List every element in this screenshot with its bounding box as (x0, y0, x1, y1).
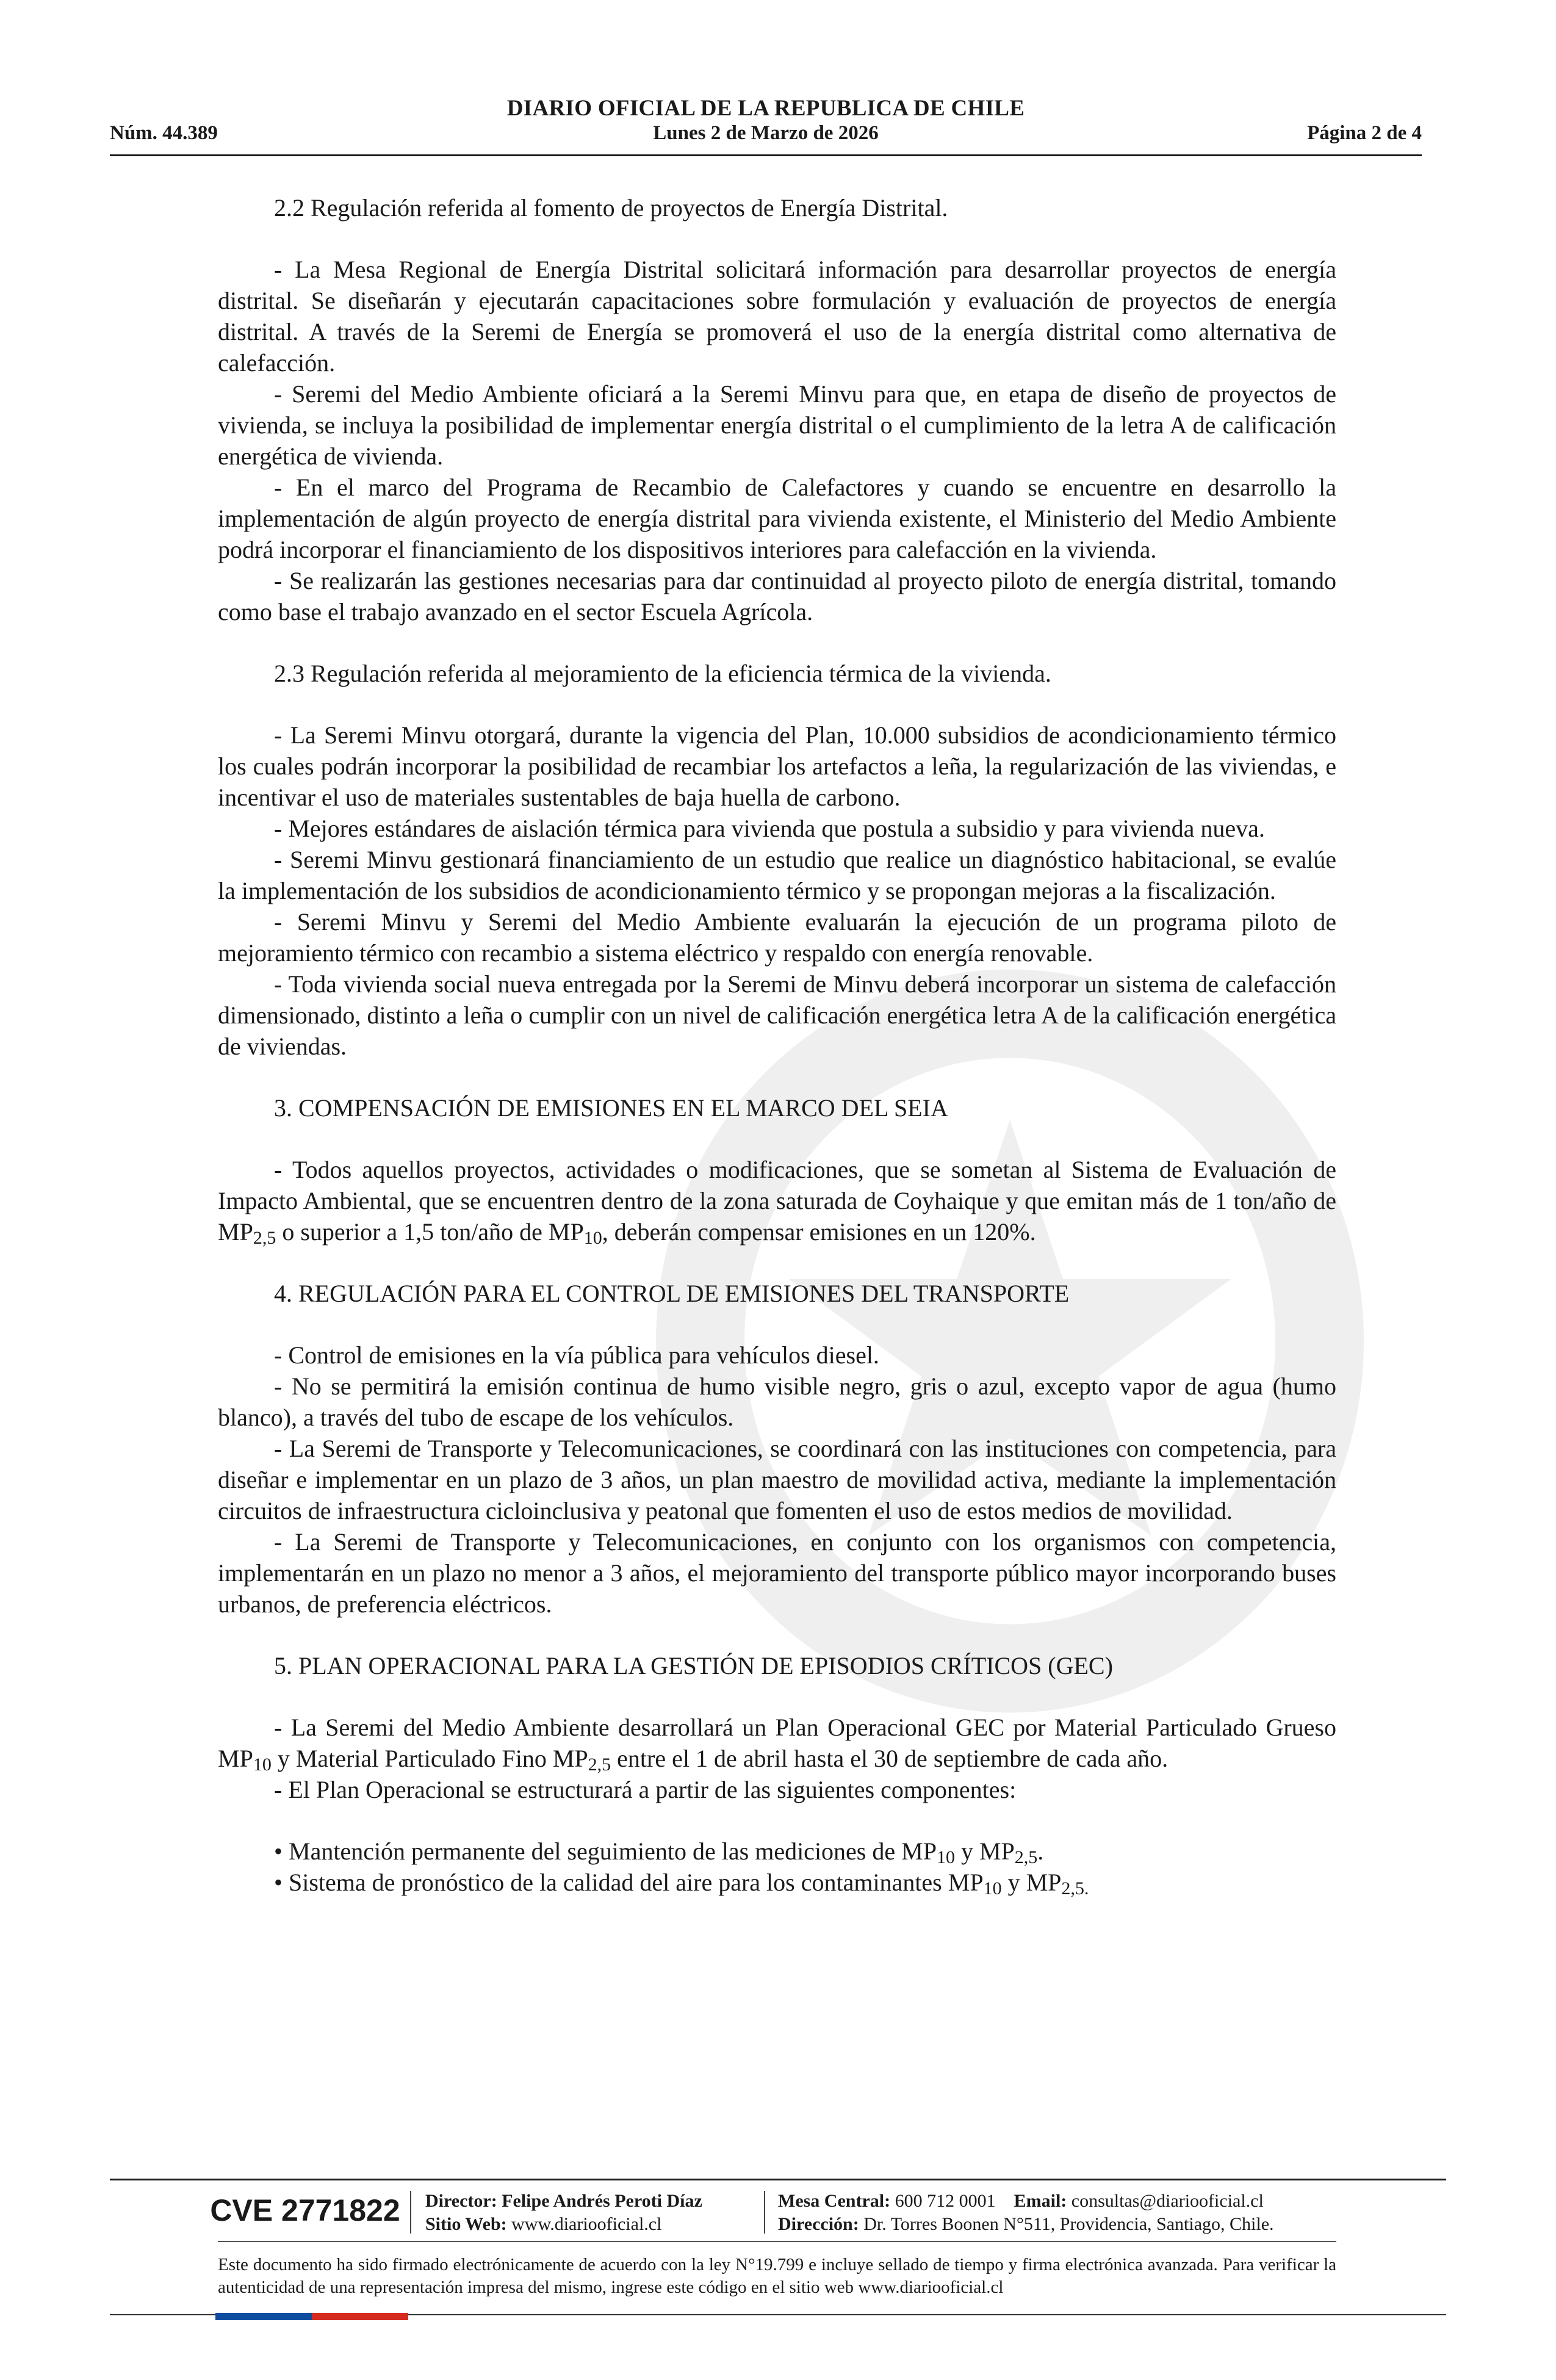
header-divider (110, 154, 1422, 156)
section-5-paragraph: - El Plan Operacional se estructurará a partir de las siguientes componentes: (274, 1776, 1017, 1803)
section-2-3-paragraph: - Seremi Minvu gestionará financiamiento de un estudio que realice un diagnóstico habitacional, se evalúe la implementación de los subsidios de acondicionamiento térmico y se propongan mejoras a la fiscalización. (218, 846, 1336, 904)
section-4-paragraph: - Control de emisiones en la vía pública para vehículos diesel. (274, 1341, 879, 1369)
issue-date: Lunes 2 de Marzo de 2026 (653, 122, 879, 144)
section-4-paragraph: - La Seremi de Transporte y Telecomunicaciones, se coordinará con las instituciones con competencia, para diseñar e implementar en un plazo de 3 años, un plan maestro de movilidad activa, mediante la implementación circuitos de infraestructura cicloinclusiva y peatonal que fomenten el uso de estos medios de movilidad. (218, 1435, 1336, 1524)
document-body (218, 192, 1336, 1898)
bullet-item: • Mantención permanente del seguimiento de las mediciones de $MP_{10}$ y $MP_{2,5}$. (274, 1837, 1044, 1867)
flag-red-band (312, 2313, 408, 2320)
footer-separator (764, 2191, 765, 2234)
flag-stripe (215, 2313, 408, 2320)
section-4-heading: 4. REGULACIÓN PARA EL CONTROL DE EMISIONES DEL TRANSPORTE (274, 1280, 1070, 1307)
section-3-heading: 3. COMPENSACIÓN DE EMISIONES EN EL MARCO DEL SEIA (274, 1094, 948, 1122)
section-2-3-paragraph: - La Seremi Minvu otorgará, durante la vigencia del Plan, 10.000 subsidios de acondicionamiento térmico los cuales podrán incorporar la posibilidad de recambiar los artefactos a leña, la regularización de las viviendas, e incentivar el uso de materiales sustentables de baja huella de carbono. (218, 721, 1336, 811)
section-2-2-paragraph: - Seremi del Medio Ambiente oficiará a la Seremi Minvu para que, en etapa de diseño de proyectos de vivienda, se incluya la posibilidad de implementar energía distrital o el cumplimiento de la letra A de calificación energética de vivienda. (218, 380, 1336, 470)
section-2-3-paragraph: - Seremi Minvu y Seremi del Medio Ambiente evaluarán la ejecución de un programa piloto de mejoramiento térmico con recambio a sistema eléctrico y respaldo con energía renovable. (218, 908, 1336, 967)
section-4-paragraph: - La Seremi de Transporte y Telecomunicaciones, en conjunto con los organismos con competencia, implementarán en un plazo no menor a 3 años, el mejoramiento del transporte público mayor incorporando buses urbanos, de preferencia eléctricos. (218, 1528, 1336, 1618)
flag-blue-band (215, 2313, 312, 2320)
issue-number: Núm. 44.389 (110, 122, 218, 144)
section-2-3-heading: 2.3 Regulación referida al mejoramiento de la eficiencia térmica de la vivienda. (274, 660, 1051, 687)
footer-contact-info: Mesa Central: 600 712 0001 Email: consultas@diariooficial.cl Dirección: Dr. Torres Boonen N°511, Providencia, Santiago, Chile. (778, 2191, 1274, 2234)
cve-code: CVE 2771822 (210, 2193, 400, 2227)
section-2-2-paragraph: - En el marco del Programa de Recambio de Calefactores y cuando se encuentre en desarrollo la implementación de algún proyecto de energía distrital para vivienda existente, el Ministerio del Medio Ambiente podrá incorporar el financiamiento de los dispositivos interiores para calefacción en la vivienda. (218, 474, 1336, 563)
bullet-item: • Sistema de pronóstico de la calidad del aire para los contaminantes $MP_{10}$ y $MP_{2,5.}$ (274, 1869, 1089, 1899)
footer-divider (218, 2241, 1336, 2242)
website-link[interactable]: www.diariooficial.cl (511, 2214, 662, 2234)
section-5-paragraph: - La Seremi del Medio Ambiente desarrollará un Plan Operacional GEC por Material Particulado Grueso $MP_{10}$ y Material Particulado Fino $MP_{2,5}$ entre el 1 de abril hasta el 30 de septiembre de cada año. (218, 1714, 1336, 1775)
email-link[interactable]: consultas@diariooficial.cl (1071, 2191, 1264, 2211)
footer-director-info: Director: Felipe Andrés Peroti Díaz Sitio Web: www.diariooficial.cl (425, 2191, 702, 2234)
cve-code-box (204, 2188, 406, 2234)
newspaper-title: DIARIO OFICIAL DE LA REPUBLICA DE CHILE (506, 96, 1025, 121)
section-2-2-paragraph: - Se realizarán las gestiones necesarias para dar continuidad al proyecto piloto de energía distrital, tomando como base el trabajo avanzado en el sector Escuela Agrícola. (218, 567, 1336, 626)
footer-separator (410, 2191, 411, 2234)
section-2-2-paragraph: - La Mesa Regional de Energía Distrital solicitará información para desarrollar proyectos de energía distrital. Se diseñarán y ejecutarán capacitaciones sobre formulación y evaluación de proyectos de energía distrital. A través de la Seremi de Energía se promoverá el uso de la energía distrital como alternativa de calefacción. (218, 256, 1336, 377)
section-2-3-paragraph: - Toda vivienda social nueva entregada por la Seremi de Minvu deberá incorporar un sistema de calefacción dimensionado, distinto a leña o cumplir con un nivel de calificación energética letra A de la calificación energética de viviendas. (218, 970, 1336, 1060)
section-5-heading: 5. PLAN OPERACIONAL PARA LA GESTIÓN DE EPISODIOS CRÍTICOS (GEC) (274, 1652, 1113, 1679)
page-header (110, 90, 1422, 157)
section-4-paragraph: - No se permitirá la emisión continua de humo visible negro, gris o azul, excepto vapor de agua (humo blanco), a través del tubo de escape de los vehículos. (218, 1372, 1336, 1431)
section-2-3-paragraph: - Mejores estándares de aislación térmica para vivienda que postula a subsidio y para vivienda nueva. (274, 815, 1265, 842)
legal-notice: Este documento ha sido firmado electrónicamente de acuerdo con la ley N°19.799 e incluye sellado de tiempo y firma electrónica avanzada. Para verificar la autenticidad de una representación impresa del mismo, ingrese este código en el sitio web www.diariooficial.cl (218, 2255, 1336, 2297)
section-3-paragraph: - Todos aquellos proyectos, actividades o modificaciones, que se sometan al Sistema de Evaluación de Impacto Ambiental, que se encuentren dentro de la zona saturada de Coyhaique y que emitan más de 1 ton/año de $MP_{2,5}$ o superior a 1,5 ton/año de $MP_{10}$, deberán compensar emisiones en un 120%. (218, 1156, 1336, 1248)
address: Dr. Torres Boonen N°511, Providencia, Santiago, Chile. (863, 2214, 1274, 2234)
footer-divider (110, 2179, 1446, 2180)
phone-number: 600 712 0001 (895, 2191, 996, 2211)
director-name: Felipe Andrés Peroti Díaz (502, 2191, 702, 2211)
section-2-2-heading: 2.2 Regulación referida al fomento de proyectos de Energía Distrital. (274, 194, 948, 222)
page-indicator: Página 2 de 4 (1307, 122, 1422, 144)
